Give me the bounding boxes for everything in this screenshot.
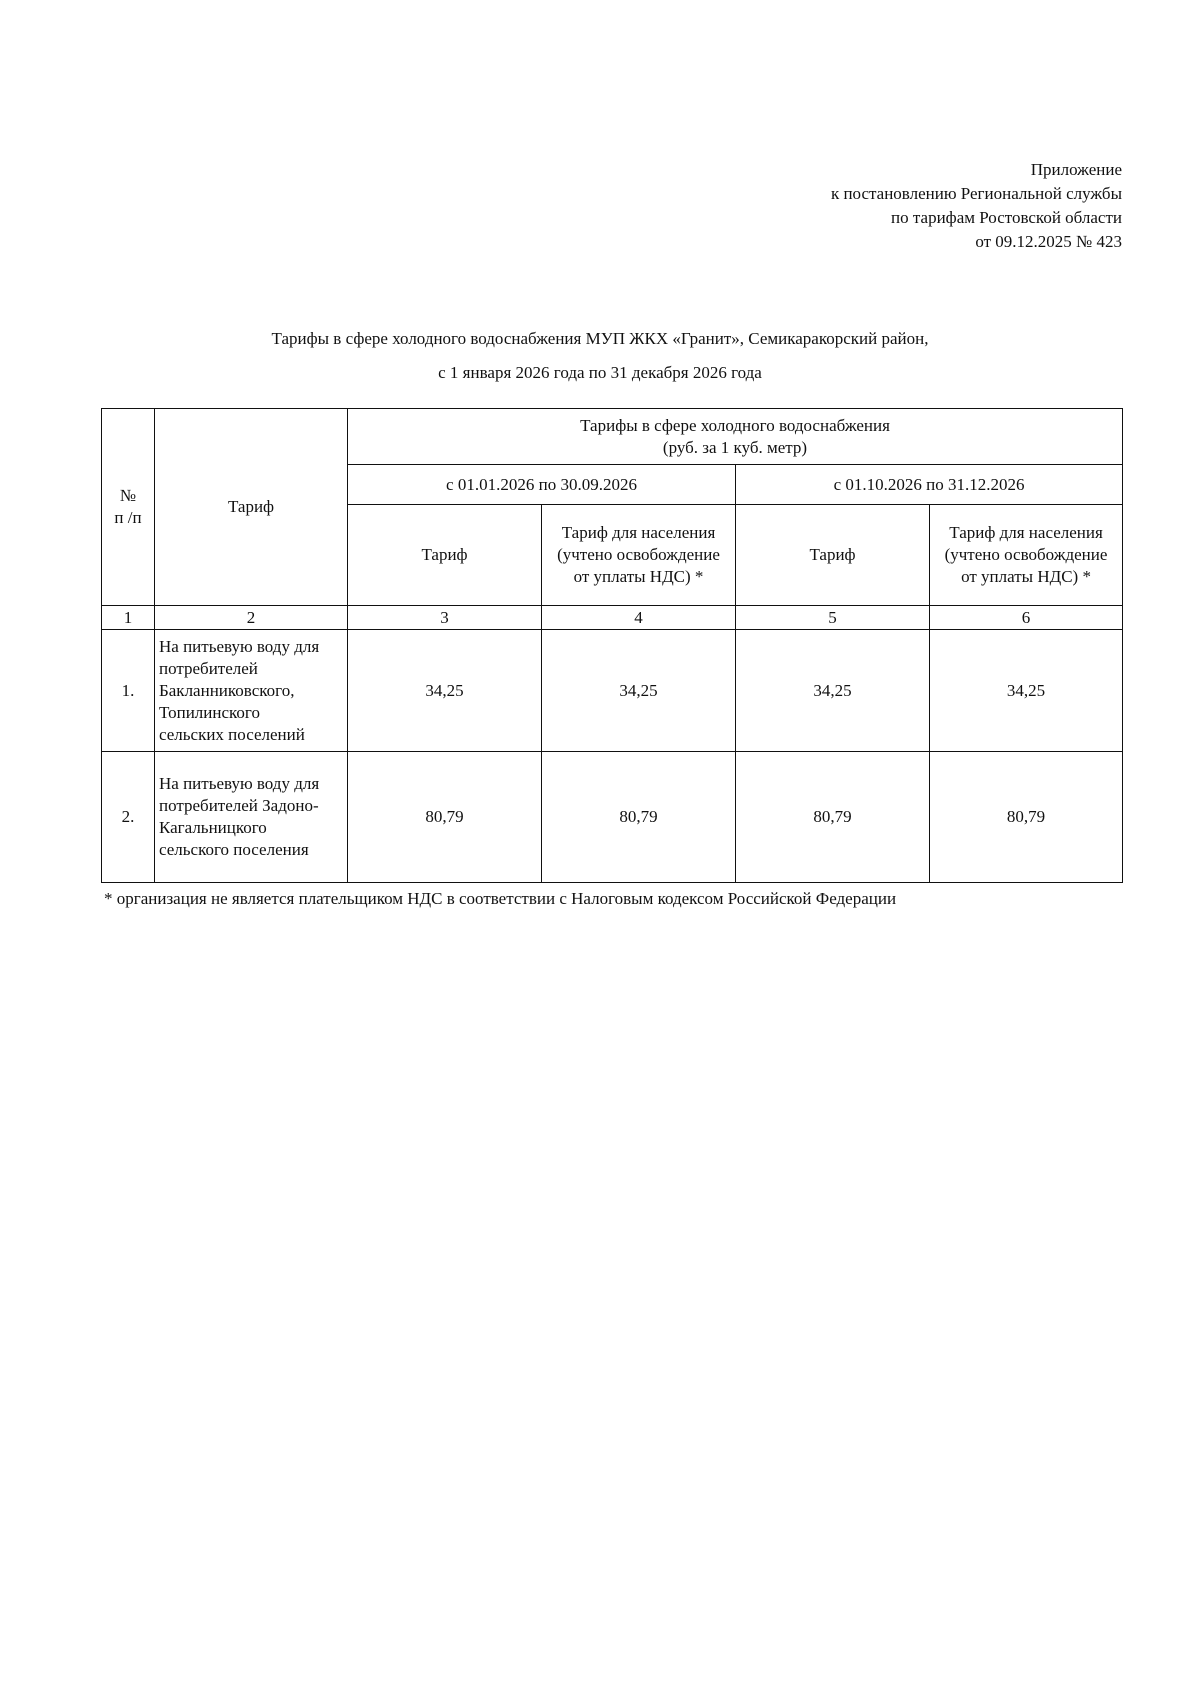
header-period-2: с 01.10.2026 по 31.12.2026	[736, 465, 1123, 505]
row-value: 34,25	[542, 630, 736, 752]
column-number: 2	[155, 606, 348, 630]
header-group-line: (руб. за 1 куб. метр)	[662, 437, 808, 457]
header-group	[348, 409, 1123, 465]
header-col-line: (учтено освобождение	[557, 545, 720, 564]
header-col-population	[930, 505, 1123, 606]
header-row-group	[102, 409, 1123, 465]
document-period: с 1 января 2026 года по 31 декабря 2026 года	[438, 363, 762, 382]
header-group-line: Тарифы в сфере холодного водоснабжения	[580, 415, 890, 435]
header-col-tariff: Тариф	[736, 505, 930, 606]
appendix-line: Приложение	[1030, 160, 1122, 179]
column-number: 5	[736, 606, 930, 630]
row-value: 80,79	[930, 752, 1123, 883]
appendix-line: к постановлению Региональной службы	[830, 184, 1122, 203]
row-value: 80,79	[736, 752, 930, 883]
header-period-1: с 01.01.2026 по 30.09.2026	[348, 465, 736, 505]
document-title: Тарифы в сфере холодного водоснабжения МУП ЖКХ «Гранит», Семикаракорский район,	[271, 329, 929, 348]
row-name-line: Топилинского	[159, 702, 260, 722]
row-name-line: потребителей	[159, 658, 258, 678]
header-col-line: Тариф для населения	[561, 523, 716, 542]
tariffs-table	[101, 408, 1123, 883]
row-value: 34,25	[736, 630, 930, 752]
table-row	[102, 630, 1123, 752]
row-number: 1.	[102, 630, 155, 752]
table-row	[102, 752, 1123, 883]
row-value: 80,79	[348, 752, 542, 883]
row-name-line: сельских поселений	[159, 724, 305, 744]
header-col-line: от уплаты НДС) *	[573, 567, 704, 586]
header-col-population	[542, 505, 736, 606]
header-col-line: от уплаты НДС) *	[961, 567, 1091, 586]
footnote: * организация не является плательщиком НДС в соответствии с Налоговым кодексом Российской Федерации	[104, 889, 897, 908]
row-tariff-name	[155, 630, 348, 752]
column-number: 1	[102, 606, 155, 630]
header-num	[102, 409, 155, 606]
column-number: 4	[542, 606, 736, 630]
header-col-tariff: Тариф	[348, 505, 542, 606]
row-tariff-name	[155, 752, 348, 883]
row-name-line: Кагальницкого	[159, 818, 267, 837]
column-number: 6	[930, 606, 1123, 630]
column-numbers-row	[102, 606, 1123, 630]
row-value: 34,25	[930, 630, 1123, 752]
appendix-line: по тарифам Ростовской области	[891, 208, 1122, 227]
row-name-line: На питьевую воду для	[159, 774, 320, 793]
header-num-line: №	[119, 486, 137, 505]
row-value: 80,79	[542, 752, 736, 883]
row-name-line: На питьевую воду для	[159, 636, 320, 656]
row-name-line: сельского поселения	[159, 840, 309, 859]
row-name-line: потребителей Задоно-	[159, 796, 319, 815]
row-number: 2.	[102, 752, 155, 883]
header-col-line: (учтено освобождение	[944, 545, 1108, 564]
appendix-block	[831, 158, 1122, 254]
row-value: 34,25	[348, 630, 542, 752]
header-num-line: п /п	[114, 508, 142, 527]
header-tariff-name: Тариф	[155, 409, 348, 606]
header-col-line: Тариф для населения	[949, 523, 1103, 542]
row-name-line: Бакланниковского,	[159, 680, 295, 700]
appendix-date-number: от 09.12.2025 № 423	[975, 232, 1122, 251]
column-number: 3	[348, 606, 542, 630]
